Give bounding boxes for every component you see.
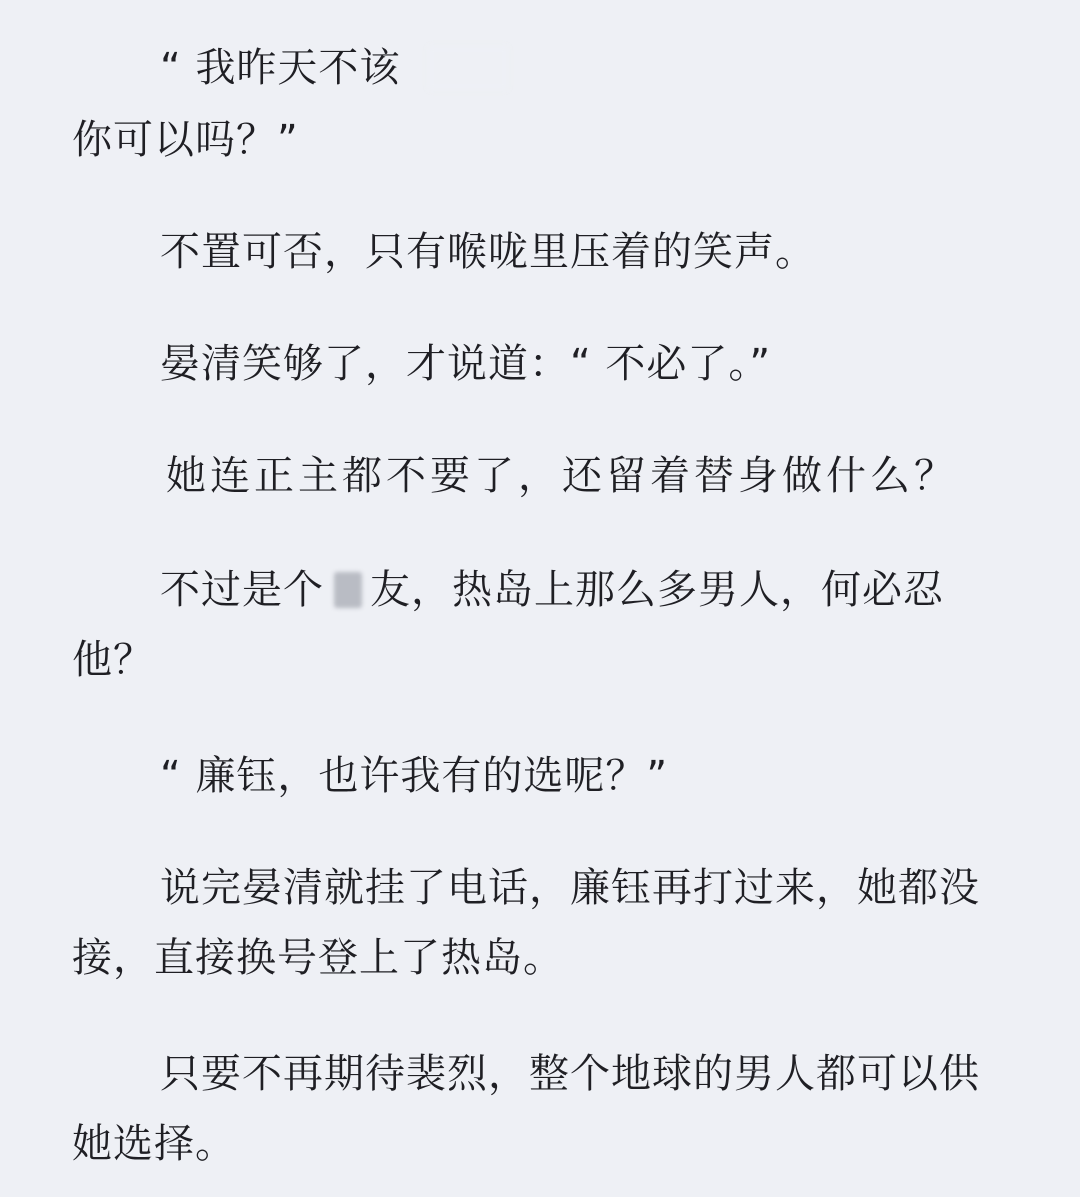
text-line: 她连正主都不要了，还留着替身做什么？ <box>166 453 958 499</box>
text-line: 友，热岛上那么多男人，何必忍 <box>370 567 944 613</box>
text-line: “ 廉钰，也许我有的选呢？” <box>160 753 669 799</box>
text-line: 接，直接换号登上了热岛。 <box>72 935 564 981</box>
text-line: 只要不再期待裴烈，整个地球的男人都可以供 <box>160 1051 980 1097</box>
text-line: 不置可否，只有喉咙里压着的笑声。 <box>160 229 816 275</box>
text-line: 不过是个 <box>160 567 324 613</box>
text-line: 说完晏清就挂了电话，廉钰再打过来，她都没 <box>160 865 980 911</box>
redaction-blur <box>334 572 362 608</box>
text-line: 她选择。 <box>72 1121 236 1167</box>
text-line: 你可以吗？” <box>72 117 299 163</box>
text-line: 他？ <box>72 637 154 683</box>
text-line: 晏清笑够了，才说道：“ 不必了。” <box>160 341 772 387</box>
text-line: “ 我昨天不该 <box>160 45 401 91</box>
redaction-blur <box>428 46 508 90</box>
